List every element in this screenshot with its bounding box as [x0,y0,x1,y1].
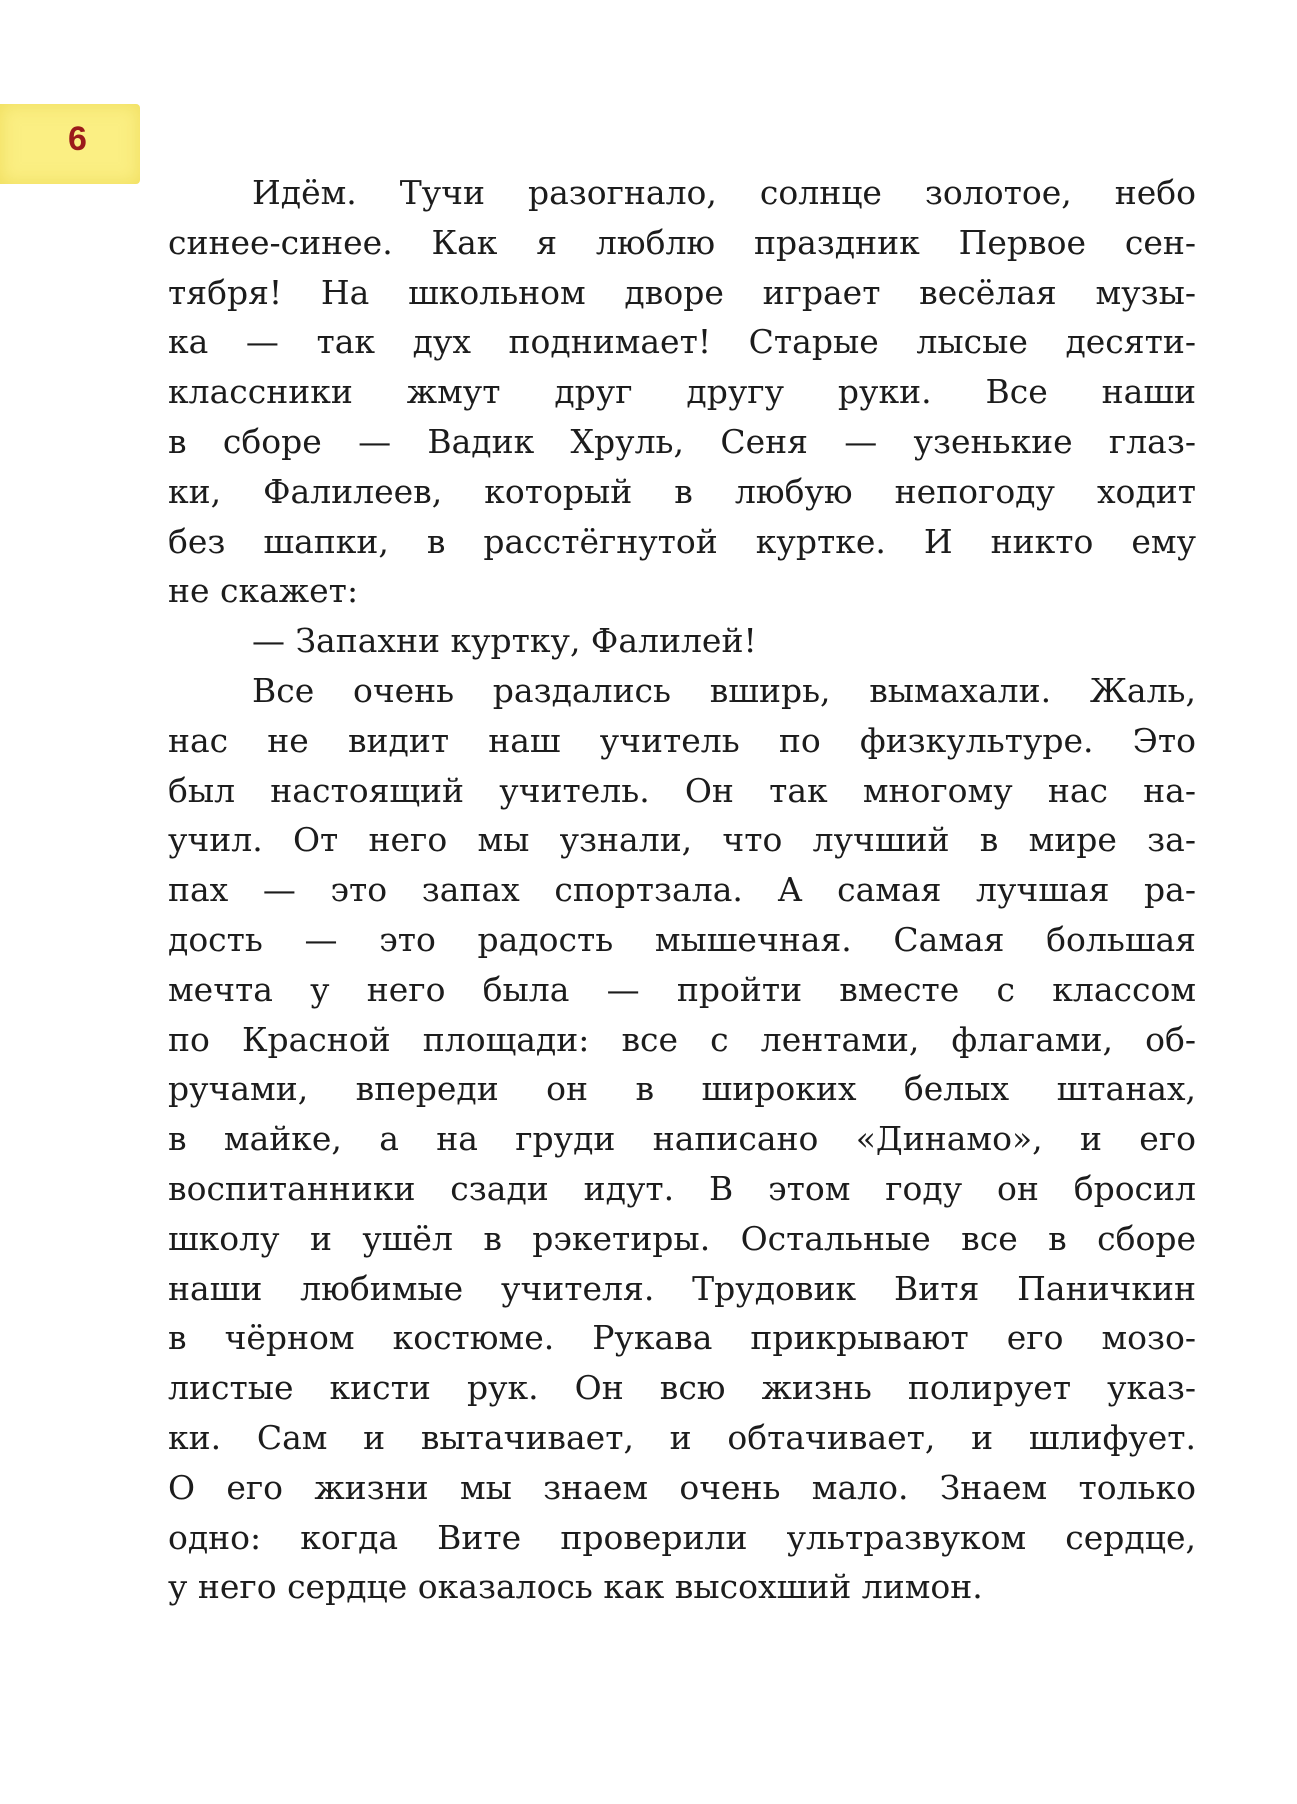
text-line: мечта у него была — пройти вместе с классом [168,969,1196,1009]
text-line: ка — так дух поднимает! Старые лысые десяти- [168,322,1196,362]
text-line: в сборе — Вадик Хруль, Сеня — узенькие глаз- [168,421,1196,461]
text-line: по Красной площади: все с лентами, флагами, об- [168,1019,1196,1059]
text-line: О его жизни мы знаем очень мало. Знаем только [168,1467,1196,1507]
dialogue-line: — Запахни куртку, Фалилей! [252,621,757,661]
text-line: ручами, впереди он в широких белых штанах, [168,1069,1196,1109]
text-line: тября! На школьном дворе играет весёлая музы- [168,272,1196,312]
text-line: нас не видит наш учитель по физкультуре. Это [168,720,1196,760]
text-line: ки, Фалилеев, который в любую непогоду ходит [168,471,1196,511]
text-line: у него сердце оказалось как высохший лимон. [168,1567,983,1607]
text-line: классники жмут друг другу руки. Все наши [168,372,1196,412]
text-line: учил. От него мы узнали, что лучший в мире за- [168,820,1196,860]
text-line: школу и ушёл в рэкетиры. Остальные все в сборе [168,1218,1196,1258]
text-line: наши любимые учителя. Трудовик Витя Паничкин [168,1268,1196,1308]
text-body [168,168,1196,1612]
text-line: в чёрном костюме. Рукава прикрывают его мозо- [168,1318,1196,1358]
text-line: без шапки, в расстёгнутой куртке. И никто ему [168,521,1196,561]
text-line: листые кисти рук. Он всю жизнь полирует указ- [168,1368,1196,1408]
text-line: в майке, а на груди написано «Динамо», и его [168,1119,1196,1159]
text-line: дость — это радость мышечная. Самая большая [168,919,1196,959]
text-line: синее-синее. Как я люблю праздник Первое сен- [168,222,1196,262]
text-line: не скажет: [168,571,359,611]
page-number: 6 [68,120,87,158]
text-line: ки. Сам и вытачивает, и обтачивает, и шлифует. [168,1417,1196,1457]
page-number-tab [0,104,140,184]
text-line: был настоящий учитель. Он так многому нас на- [168,770,1196,810]
text-line: воспитанники сзади идут. В этом году он бросил [168,1168,1196,1208]
text-line: одно: когда Вите проверили ультразвуком сердце, [168,1517,1196,1557]
text-line: Все очень раздались вширь, вымахали. Жаль, [252,670,1196,710]
text-line: пах — это запах спортзала. А самая лучшая ра- [168,870,1196,910]
text-line: Идём. Тучи разогнало, солнце золотое, небо [252,173,1196,212]
